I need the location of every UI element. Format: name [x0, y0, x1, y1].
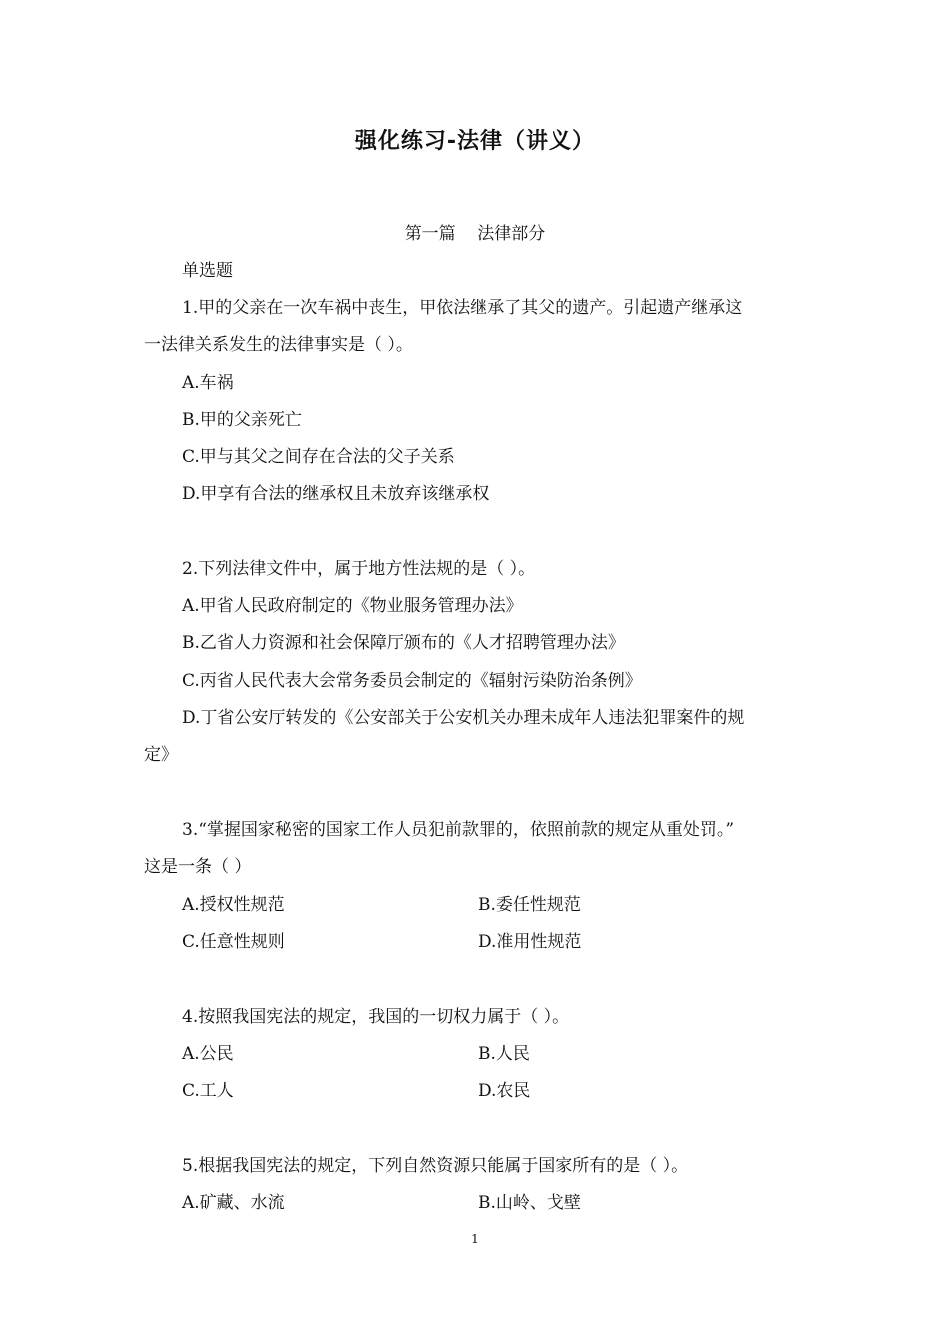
- q1-option-b: B.甲的父亲死亡: [182, 410, 302, 430]
- document-title: 强化练习-法律（讲义）: [354, 129, 596, 154]
- q2-option-b: B.乙省人力资源和社会保障厅颁布的《人才招聘管理办法》: [182, 633, 625, 653]
- q3-option-d: D.准用性规范: [478, 932, 582, 952]
- q3-option-c: C.任意性规则: [182, 932, 285, 952]
- q3-option-a: A.授权性规范: [182, 895, 285, 915]
- q2-option-d-line1: D.丁省公安厅转发的《公安部关于公安机关办理未成年人违法犯罪案件的规: [182, 708, 745, 728]
- q5-stem: 5.根据我国宪法的规定，下列自然资源只能属于国家所有的是（ ）。: [182, 1156, 689, 1176]
- q1-stem-line2: 一法律关系发生的法律事实是（ ）。: [144, 335, 413, 355]
- q3-stem-line2: 这是一条（ ）: [144, 857, 252, 877]
- q4-stem: 4.按照我国宪法的规定，我国的一切权力属于（ ）。: [182, 1007, 570, 1027]
- q4-option-b: B.人民: [478, 1044, 530, 1064]
- q3-option-b: B.委任性规范: [478, 895, 581, 915]
- q1-option-a: A.车祸: [182, 373, 234, 393]
- q1-stem-line1: 1.甲的父亲在一次车祸中丧生，甲依法继承了其父的遗产。引起遗产继承这: [182, 298, 743, 318]
- question-type-label: 单选题: [182, 261, 233, 281]
- q2-option-a: A.甲省人民政府制定的《物业服务管理办法》: [182, 596, 523, 616]
- q4-option-c: C.工人: [182, 1081, 234, 1101]
- q3-stem-line1: 3.“掌握国家秘密的国家工作人员犯前款罪的，依照前款的规定从重处罚。”: [182, 820, 735, 840]
- q2-stem: 2.下列法律文件中，属于地方性法规的是（ ）。: [182, 559, 536, 579]
- q5-option-a: A.矿藏、水流: [182, 1193, 285, 1213]
- q2-option-c: C.丙省人民代表大会常务委员会制定的《辐射污染防治条例》: [182, 671, 642, 691]
- page-number: 1: [471, 1232, 479, 1246]
- q1-option-c: C.甲与其父之间存在合法的父子关系: [182, 447, 455, 467]
- q1-option-d: D.甲享有合法的继承权且未放弃该继承权: [182, 484, 490, 504]
- q4-option-a: A.公民: [182, 1044, 234, 1064]
- q2-option-d-line2: 定》: [144, 745, 178, 765]
- section-heading: 第一篇 法律部分: [404, 224, 546, 244]
- q4-option-d: D.农民: [478, 1081, 531, 1101]
- q5-option-b: B.山岭、戈壁: [478, 1193, 581, 1213]
